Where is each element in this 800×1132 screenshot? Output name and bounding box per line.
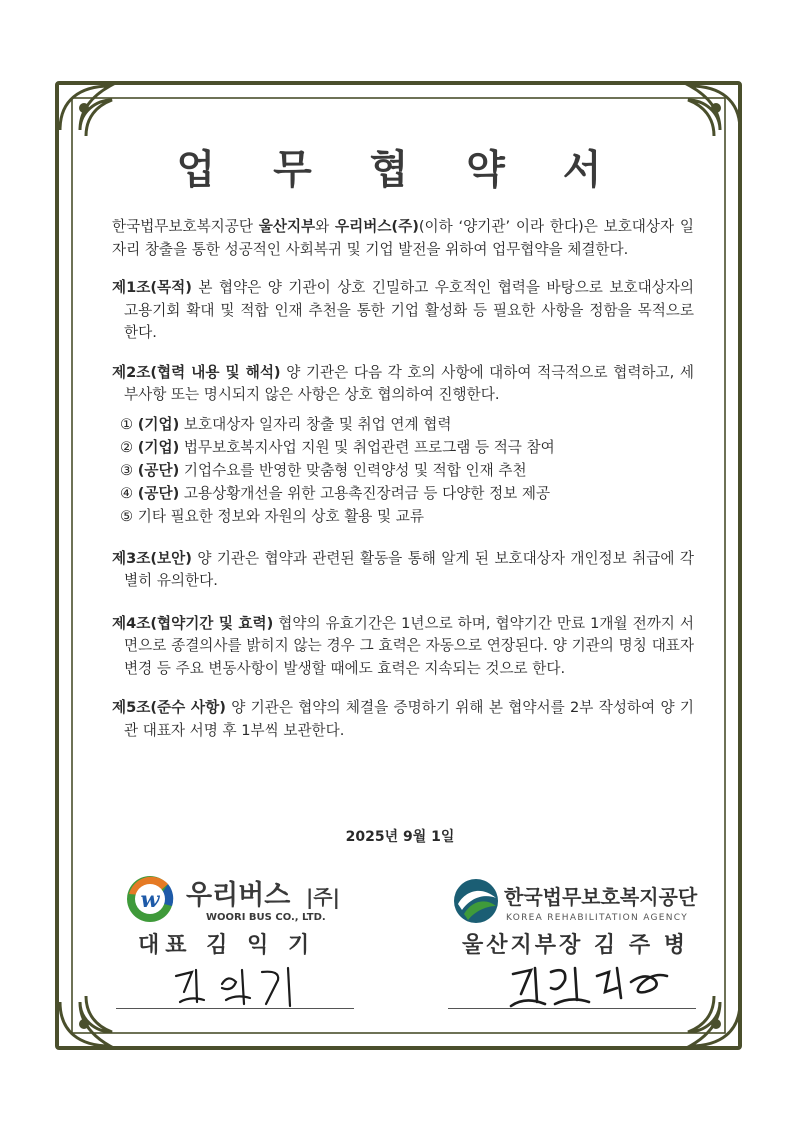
item-tag: (기업)	[137, 415, 180, 433]
list-item	[120, 413, 694, 436]
intro-text: 와	[315, 218, 336, 235]
item-number: ①	[120, 415, 134, 433]
list-item	[120, 436, 694, 459]
intro-paragraph	[112, 216, 694, 261]
woori-logo-text: 우리버스	[186, 880, 291, 911]
right-signature	[505, 958, 675, 1014]
list-item	[120, 505, 694, 528]
woori-bus-logo	[124, 874, 364, 924]
item-number: ④	[120, 484, 134, 502]
agreement-date: 2025년 9월 1일	[345, 829, 455, 845]
corner-ornament-top-right	[688, 86, 740, 136]
intro-text: (이하 ‘양기관’ 이라 한다)은 보호대상자 일자리 창출을 통한 성공적인 사회복귀 및 기업 발전을 위하여 업무협약을 체결한다.	[112, 218, 694, 258]
item-text: 기업수요를 반영한 맞춤형 인력양성 및 적합 인재 추천	[179, 461, 527, 479]
article-4	[112, 613, 694, 681]
left-signature-line	[116, 1008, 354, 1009]
corner-ornament-bottom-right	[688, 996, 740, 1046]
article-text: 협약의 유효기간은 1년으로 하며, 협약기간 만료 1개월 전까지 서면으로 종결의사를 밝히지 않는 경우 그 효력은 자동으로 연장된다. 양 기관의 명칭 대표자 변경 등 주요 변동사항이 발생할 때에도 효력은 지속되는 것으로 한다.	[124, 614, 694, 677]
right-signature-line	[448, 1008, 696, 1009]
item-number: ②	[120, 438, 134, 456]
svg-text:w: w	[140, 887, 160, 913]
korea-rehabilitation-agency-logo	[452, 876, 702, 926]
woori-logo-suffix: |주|	[306, 885, 340, 909]
cooperation-items	[120, 413, 694, 528]
left-signature	[170, 962, 310, 1012]
item-number: ⑤	[120, 507, 134, 525]
list-item	[120, 482, 694, 505]
item-number: ③	[120, 461, 134, 479]
article-2	[112, 362, 694, 407]
intro-branch: 울산지부	[258, 218, 316, 235]
item-tag: (기업)	[137, 438, 180, 456]
article-heading: 제1조(목적)	[112, 279, 192, 296]
document-title: 업 무 협 약 서	[176, 146, 624, 193]
left-signer-name: 대표 김 익 기	[138, 932, 316, 958]
article-3	[112, 548, 694, 593]
agreement-body	[112, 216, 694, 742]
article-heading: 제3조(보안)	[112, 549, 192, 567]
item-text: 고용상황개선을 위한 고용촉진장려금 등 다양한 정보 제공	[179, 484, 551, 502]
agency-logo-subtext: KOREA REHABILITATION AGENCY	[506, 913, 689, 923]
intro-company: 우리버스(주)	[335, 218, 419, 235]
right-signer-name: 울산지부장 김 주 병	[462, 932, 688, 958]
item-tag: (공단)	[137, 484, 180, 502]
article-text: 양 기관은 협약과 관련된 활동을 통해 알게 된 보호대상자 개인정보 취급에 각별히 유의한다.	[124, 549, 694, 589]
article-text: 본 협약은 양 기관이 상호 긴밀하고 우호적인 협력을 바탕으로 보호대상자의 고용기회 확대 및 적합 인재 추천을 통한 기업 활성화 등 필요한 사항을 정함을 목적으로 한다.	[124, 279, 694, 341]
item-text: 법무보호복지사업 지원 및 취업관련 프로그램 등 적극 참여	[179, 438, 555, 456]
article-text: 양 기관은 협약의 체결을 증명하기 위해 본 협약서를 2부 작성하여 양 기관 대표자 서명 후 1부씩 보관한다.	[124, 699, 694, 739]
intro-text: 한국법무보호복지공단	[112, 218, 259, 235]
agency-logo-text: 한국법무보호복지공단	[504, 885, 698, 909]
item-text: 보호대상자 일자리 창출 및 취업 연계 협력	[179, 415, 452, 433]
woori-logo-subtext: WOORI BUS CO., LTD.	[206, 912, 326, 923]
article-text: 양 기관은 다음 각 호의 사항에 대하여 적극적으로 협력하고, 세부사항 또는 명시되지 않은 사항은 상호 협의하여 진행한다.	[124, 363, 694, 403]
item-tag: (공단)	[137, 461, 180, 479]
corner-ornament-bottom-left	[60, 996, 112, 1046]
list-item	[120, 459, 694, 482]
article-heading: 제5조(준수 사항)	[112, 699, 226, 716]
article-heading: 제2조(협력 내용 및 해석)	[112, 363, 281, 381]
article-heading: 제4조(협약기간 및 효력)	[112, 614, 274, 632]
article-5	[112, 697, 694, 742]
corner-ornament-top-left	[60, 86, 112, 136]
article-1	[112, 277, 694, 345]
item-text: 기타 필요한 정보와 자원의 상호 활용 및 교류	[133, 507, 424, 525]
